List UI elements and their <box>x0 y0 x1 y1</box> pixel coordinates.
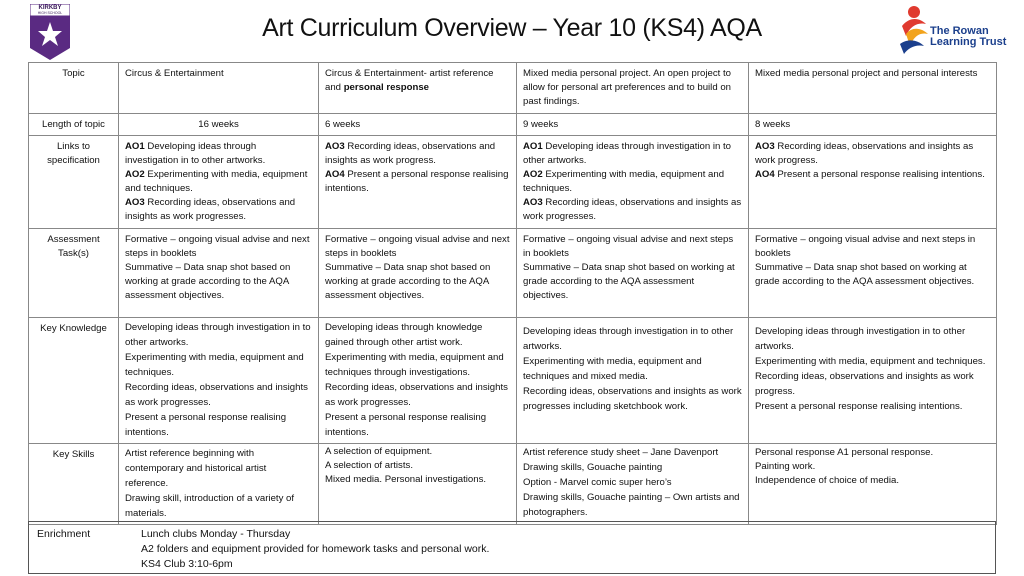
length-row <box>29 114 997 136</box>
links-cell-1: AO1 Developing ideas through investigation in to other artworks. AO2 Experimenting with media, equipment and techniques. AO3 Recording ideas, observations and insights as work progresses. <box>119 136 319 229</box>
enrichment-label: Enrichment <box>37 528 91 540</box>
assessment-label: Assessment Task(s) <box>29 229 119 318</box>
knowledge-cell-3: Developing ideas through investigation in to other artworks. Experimenting with media, equipment and techniques and mixed media. Recording ideas, observations and insights as work progresses including sketchbook work. <box>517 318 749 444</box>
length-cell-1: 16 weeks <box>119 114 319 136</box>
assessment-cell-2: Formative – ongoing visual advise and next steps in booklets Summative – Data snap shot based on working at grade according to the AQA assessment objectives. <box>319 229 517 318</box>
enrichment-line: Lunch clubs Monday - Thursday <box>141 528 291 540</box>
skills-label: Key Skills <box>29 444 119 525</box>
skills-cell-3: Artist reference study sheet – Jane Davenport Drawing skills, Gouache painting Option - Marvel comic super hero’s Drawing skills, Gouache painting – Own artists and photographers. <box>517 444 749 525</box>
assessment-cell-3: Formative – ongoing visual advise and next steps in booklets Summative – Data snap shot based on working at grade according to the AQA assessment objectives. <box>517 229 749 318</box>
links-cell-4: AO3 Recording ideas, observations and insights as work progress. AO4 Present a personal response realising intentions. <box>749 136 997 229</box>
skills-cell-1: Artist reference beginning with contemporary and historical artist reference. Drawing skill, introduction of a variety of materials. <box>119 444 319 525</box>
kirkby-logo-subtext: HIGH SCHOOL <box>37 11 63 15</box>
topic-cell-4: Mixed media personal project and personal interests <box>749 63 997 114</box>
rowan-logo <box>896 4 1024 56</box>
page-title: Art Curriculum Overview – Year 10 (KS4) AQA <box>262 14 762 42</box>
enrichment-line: KS4 Club 3:10-6pm <box>141 558 233 570</box>
links-row <box>29 136 997 229</box>
assessment-cell-1: Formative – ongoing visual advise and next steps in booklets Summative – Data snap shot based on working at grade according to the AQA assessment objectives. <box>119 229 319 318</box>
topic-cell-3: Mixed media personal project. An open project to allow for personal art preferences and to build on past findings. <box>517 63 749 114</box>
length-cell-4: 8 weeks <box>749 114 997 136</box>
links-cell-2: AO3 Recording ideas, observations and insights as work progress. AO4 Present a personal response realising intentions. <box>319 136 517 229</box>
links-label: Links to specification <box>29 136 119 229</box>
kirkby-logo-text: KIRKBY <box>38 5 62 11</box>
enrichment-box <box>28 521 996 574</box>
enrichment-line: A2 folders and equipment provided for homework tasks and personal work. <box>141 543 490 555</box>
assessment-cell-4: Formative – ongoing visual advise and next steps in booklets Summative – Data snap shot based on working at grade according to the AQA assessment objectives. <box>749 229 997 318</box>
skills-cell-2: A selection of equipment. A selection of artists. Mixed media. Personal investigations. <box>319 444 517 525</box>
length-label: Length of topic <box>29 114 119 136</box>
knowledge-cell-1: Developing ideas through investigation in to other artworks. Experimenting with media, equipment and techniques. Recording ideas, observations and insights as work progresses. Present a personal response realising intentions. <box>119 318 319 444</box>
knowledge-cell-4: Developing ideas through investigation in to other artworks. Experimenting with media, equipment and techniques. Recording ideas, observations and insights as work progress. Present a personal response realising intentions. <box>749 318 997 444</box>
length-cell-3: 9 weeks <box>517 114 749 136</box>
topic-cell-1: Circus & Entertainment <box>119 63 319 114</box>
knowledge-cell-2: Developing ideas through knowledge gained through other artist work. Experimenting with media, equipment and techniques through investigations. Recording ideas, observations and insights as work progresses. Present a personal response realising intentions. <box>319 318 517 444</box>
length-cell-2: 6 weeks <box>319 114 517 136</box>
knowledge-row <box>29 318 997 444</box>
curriculum-table <box>28 62 997 525</box>
skills-cell-4: Personal response A1 personal response. Painting work. Independence of choice of media. <box>749 444 997 525</box>
enrichment-lines <box>141 527 489 572</box>
skills-row <box>29 444 997 525</box>
knowledge-label: Key Knowledge <box>29 318 119 444</box>
assessment-row <box>29 229 997 318</box>
links-cell-3: AO1 Developing ideas through investigation in to other artworks. AO2 Experimenting with media, equipment and techniques. AO3 Recording ideas, observations and insights as work progresses. <box>517 136 749 229</box>
topic-row <box>29 63 997 114</box>
topic-label: Topic <box>29 63 119 114</box>
topic-cell-2: Circus & Entertainment- artist reference and personal response <box>319 63 517 114</box>
rowan-logo-text: The Rowan Learning Trust <box>930 25 1007 48</box>
